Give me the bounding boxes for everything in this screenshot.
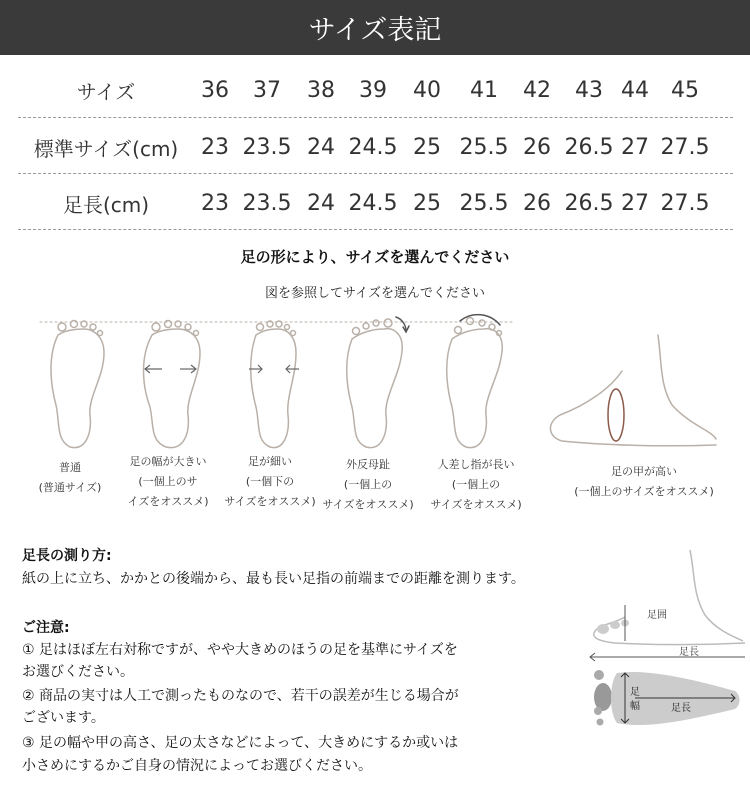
table-cell: 44 (621, 77, 649, 103)
width-label: 幅 (630, 701, 640, 712)
foot-guide-title: 足の形により、サイズを選んでください (240, 248, 510, 266)
table-cell: 36 (201, 77, 229, 103)
normal-foot-icon (51, 321, 104, 448)
row-divider (18, 229, 733, 230)
table-cell: 42 (523, 77, 551, 103)
table-cell: 38 (307, 77, 335, 103)
toes-icon (597, 620, 629, 635)
row-divider (18, 117, 733, 118)
table-row (18, 62, 733, 118)
table-cell: 45 (671, 77, 699, 103)
foot-type-caption: 足の幅が大きい (一個上のサ イズをオススメ) (127, 455, 209, 508)
table-cell: 24.5 (348, 134, 398, 160)
row-header: 足長(cm) (62, 192, 150, 217)
note-line: お選びください。 (22, 664, 134, 680)
table-cell: 27 (621, 134, 649, 160)
narrow-foot-icon (251, 321, 296, 448)
table-cell: 26 (523, 134, 551, 160)
table-cell: 26.5 (564, 190, 614, 216)
table-cell: 41 (470, 77, 498, 103)
foot-type-caption: 足の甲が高い (一個上のサイズをオススメ) (574, 465, 714, 498)
table-cell: 23.5 (242, 190, 292, 216)
note-line: 小さめにするかご自身の情況によってお選びください。 (22, 758, 372, 774)
table-cell: 39 (359, 77, 387, 103)
table-cell: 43 (575, 77, 603, 103)
table-cell: 25 (413, 190, 441, 216)
foot-type-caption: 普通 (普通サイズ) (38, 461, 102, 494)
table-cell: 37 (253, 77, 281, 103)
foot-guide-subtitle: 図を参照してサイズを選んでください (265, 286, 485, 301)
table-cell: 27.5 (660, 190, 710, 216)
table-cell: 23.5 (242, 134, 292, 160)
sole-print-icon (587, 667, 740, 729)
measure-instructions: 紙の上に立ち、かかとの後端から、最も長い足指の前端までの距離を測ります。 (22, 571, 525, 587)
table-row (18, 175, 733, 231)
table-cell: 23 (201, 190, 229, 216)
note-line: ございます。 (22, 710, 105, 726)
table-cell: 25 (413, 134, 441, 160)
table-cell: 40 (413, 77, 441, 103)
bunion-foot-icon (347, 317, 409, 448)
side-length-label: 足長 (679, 647, 699, 658)
foot-side-outline (690, 550, 743, 641)
table-cell: 24 (307, 190, 335, 216)
high-instep-foot-icon (550, 335, 716, 446)
table-cell: 25.5 (459, 134, 509, 160)
notes-heading: ご注意: (22, 620, 70, 636)
note-line: ③ 足の幅や甲の高さ、足の太さなどによって、大きめにするか或いは (22, 735, 459, 751)
foot-measure-diagram (585, 545, 745, 745)
table-cell: 26 (523, 190, 551, 216)
foot-type-caption: 外反母趾 (一個上の サイズをオススメ) (322, 458, 414, 511)
foot-shapes-illustration (0, 305, 750, 455)
table-cell: 24 (307, 134, 335, 160)
row-header: 標準サイズ(cm) (33, 136, 179, 161)
table-cell: 25.5 (459, 190, 509, 216)
table-cell: 27.5 (660, 134, 710, 160)
table-cell: 27 (621, 190, 649, 216)
long-second-toe-foot-icon (447, 315, 503, 448)
width-label: 足 (630, 687, 640, 698)
measure-heading: 足長の測り方: (22, 548, 112, 564)
table-cell: 23 (201, 134, 229, 160)
girth-label: 足囲 (647, 610, 667, 621)
note-line: ① 足はほぼ左右対称ですが、やや大きめのほうの足を基準にサイズを (22, 642, 458, 658)
table-row (18, 119, 733, 175)
page-title: サイズ表記 (0, 0, 750, 55)
note-line: ② 商品の実寸は人工で測ったものなので、若干の誤差が生じる場合が (22, 688, 459, 704)
sole-length-label: 足長 (671, 703, 691, 714)
table-cell: 26.5 (564, 134, 614, 160)
foot-type-caption: 足が細い (一個下の サイズをオススメ) (224, 455, 316, 508)
wide-foot-icon (144, 321, 201, 448)
row-divider (18, 173, 733, 174)
table-cell: 24.5 (348, 190, 398, 216)
row-header: サイズ (76, 79, 136, 104)
foot-type-caption: 人差し指が長い (一個上の サイズをオススメ) (430, 458, 522, 511)
